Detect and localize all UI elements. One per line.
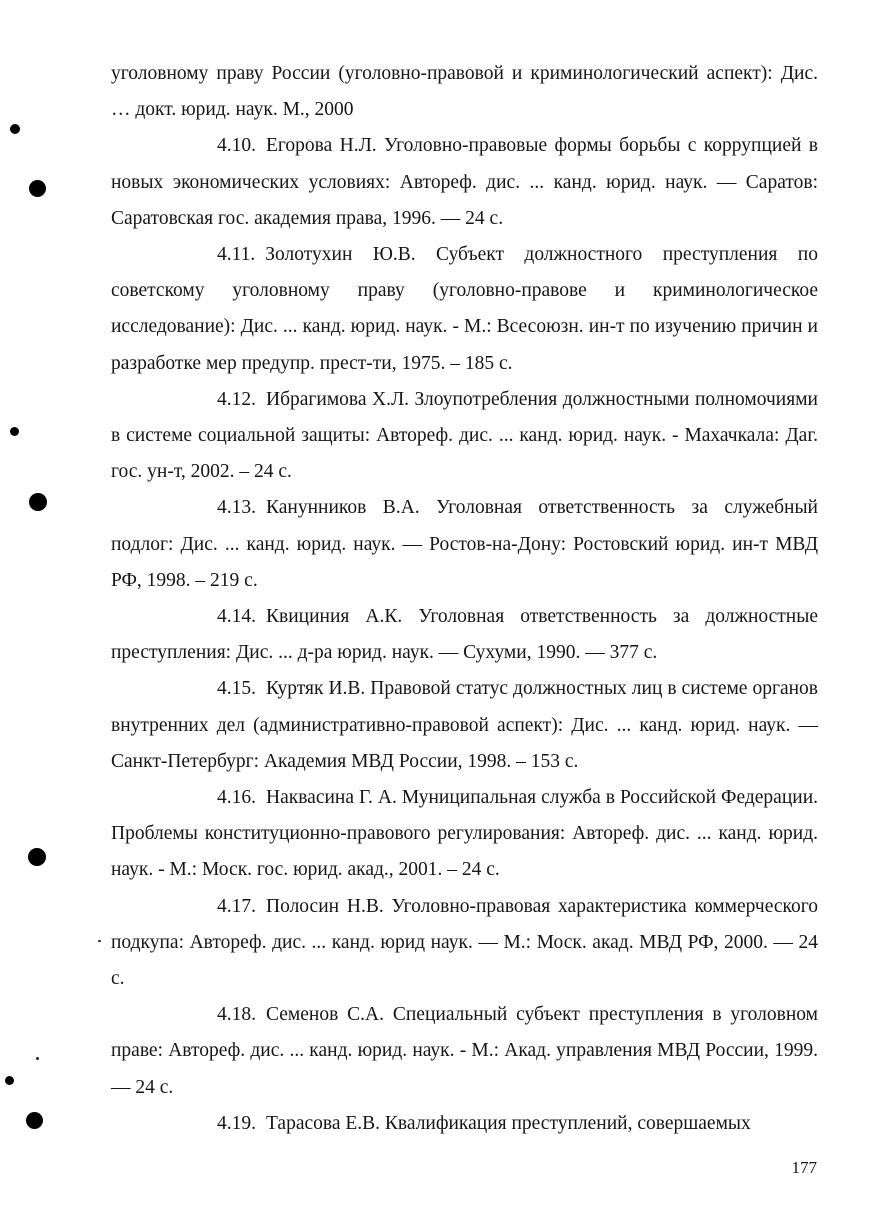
entry-number: 4.14.	[217, 606, 256, 628]
entry-continuation: уголовному праву России (уголовно-правовой и криминологический аспект): Дис. … докт. юрид. наук. М., 2000	[111, 63, 818, 121]
bibliography-entry	[111, 671, 818, 780]
entry-number: 4.16.	[217, 787, 256, 809]
entry-text: Куртяк И.В. Правовой статус должностных лиц в системе органов внутренних дел (административно-правовой аспект): Дис. ... канд. юрид. наук. — Санкт-Петербург: Академия МВД России, 1998. – 153 с.	[111, 678, 818, 772]
entry-text: Тарасова Е.В. Квалификация преступлений, совершаемых	[266, 1112, 751, 1134]
binder-hole-mark	[5, 1076, 14, 1085]
entry-number: 4.18.	[217, 1004, 256, 1026]
entry-number: 4.15.	[217, 678, 256, 700]
entry-number: 4.11.	[217, 244, 256, 266]
entry-text: Квициния А.К. Уголовная ответственность за должностные преступления: Дис. ... д-ра юрид. наук. — Сухуми, 1990. — 377 с.	[111, 606, 818, 664]
binder-hole-mark	[10, 124, 20, 134]
entry-text: Ибрагимова Х.Л. Злоупотребления должностными полномочиями в системе социальной защиты: Автореф. дис. ... канд. юрид. наук. - Махачкала: Даг. гос. ун-т, 2002. – 24 с.	[111, 388, 818, 483]
bibliography-entry	[111, 490, 818, 599]
entry-text: Семенов С.А. Специальный субъект преступления в уголовном праве: Автореф. дис. ... канд. юрид. наук. - М.: Акад. управления МВД России, 1999. — 24 с.	[111, 1004, 818, 1098]
bibliography-entry	[111, 599, 818, 671]
page-number: 177	[791, 1158, 817, 1177]
binder-hole-mark	[28, 848, 46, 866]
bibliography-entry	[111, 237, 818, 382]
entry-number: 4.13.	[217, 497, 256, 519]
binder-hole-mark	[29, 180, 46, 197]
binder-hole-mark	[26, 1112, 43, 1129]
entry-text: Канунников В.А. Уголовная ответственность за служебный подлог: Дис. ... канд. юрид. наук. — Ростов-на-Дону: Ростовский юрид. ин-т МВД РФ, 1998. – 219 с.	[111, 497, 818, 591]
entry-number: 4.10.	[217, 135, 256, 157]
bibliography-entry	[111, 997, 818, 1106]
bibliography-entry	[111, 382, 818, 491]
bibliography-entry	[111, 780, 818, 889]
binder-hole-mark	[10, 427, 19, 436]
entry-text: Егорова Н.Л. Уголовно-правовые формы борьбы с коррупцией в новых экономических условиях: Автореф. дис. ... канд. юрид. наук. — Саратов: Саратовская гос. академия права, 1996. — 24 с.	[111, 135, 818, 229]
entry-number: 4.17.	[217, 895, 256, 917]
bibliography-entry	[111, 128, 818, 237]
entry-text: Золотухин Ю.В. Субъект должностного преступления по советскому уголовному праву (уголовно-правове и криминологическое исследование): Дис. ... канд. юрид. наук. - М.: Всесоюзн. ин-т по изучению причин и разработке мер предупр. прест-ти, 1975. – 185 с.	[111, 244, 818, 374]
scan-speck	[98, 940, 101, 942]
entry-text: Наквасина Г. А. Муниципальная служба в Российской Федерации. Проблемы конституционно-правового регулирования: Автореф. дис. ... канд. юрид. наук. - М.: Моск. гос. юрид. акад., 2001. – 24 с.	[111, 787, 818, 881]
binder-hole-mark	[29, 493, 47, 511]
bibliography-entry	[111, 889, 818, 998]
entry-number: 4.19.	[217, 1112, 256, 1134]
entry-number: 4.12.	[217, 388, 256, 410]
bibliography-entry	[111, 1106, 818, 1142]
scan-speck	[36, 1057, 39, 1060]
entry-text: Полосин Н.В. Уголовно-правовая характеристика коммерческого подкупа: Автореф. дис. ... канд. юрид наук. — М.: Моск. акад. МВД РФ, 2000. — 24 с.	[111, 895, 818, 990]
bibliography-text	[111, 56, 818, 1142]
